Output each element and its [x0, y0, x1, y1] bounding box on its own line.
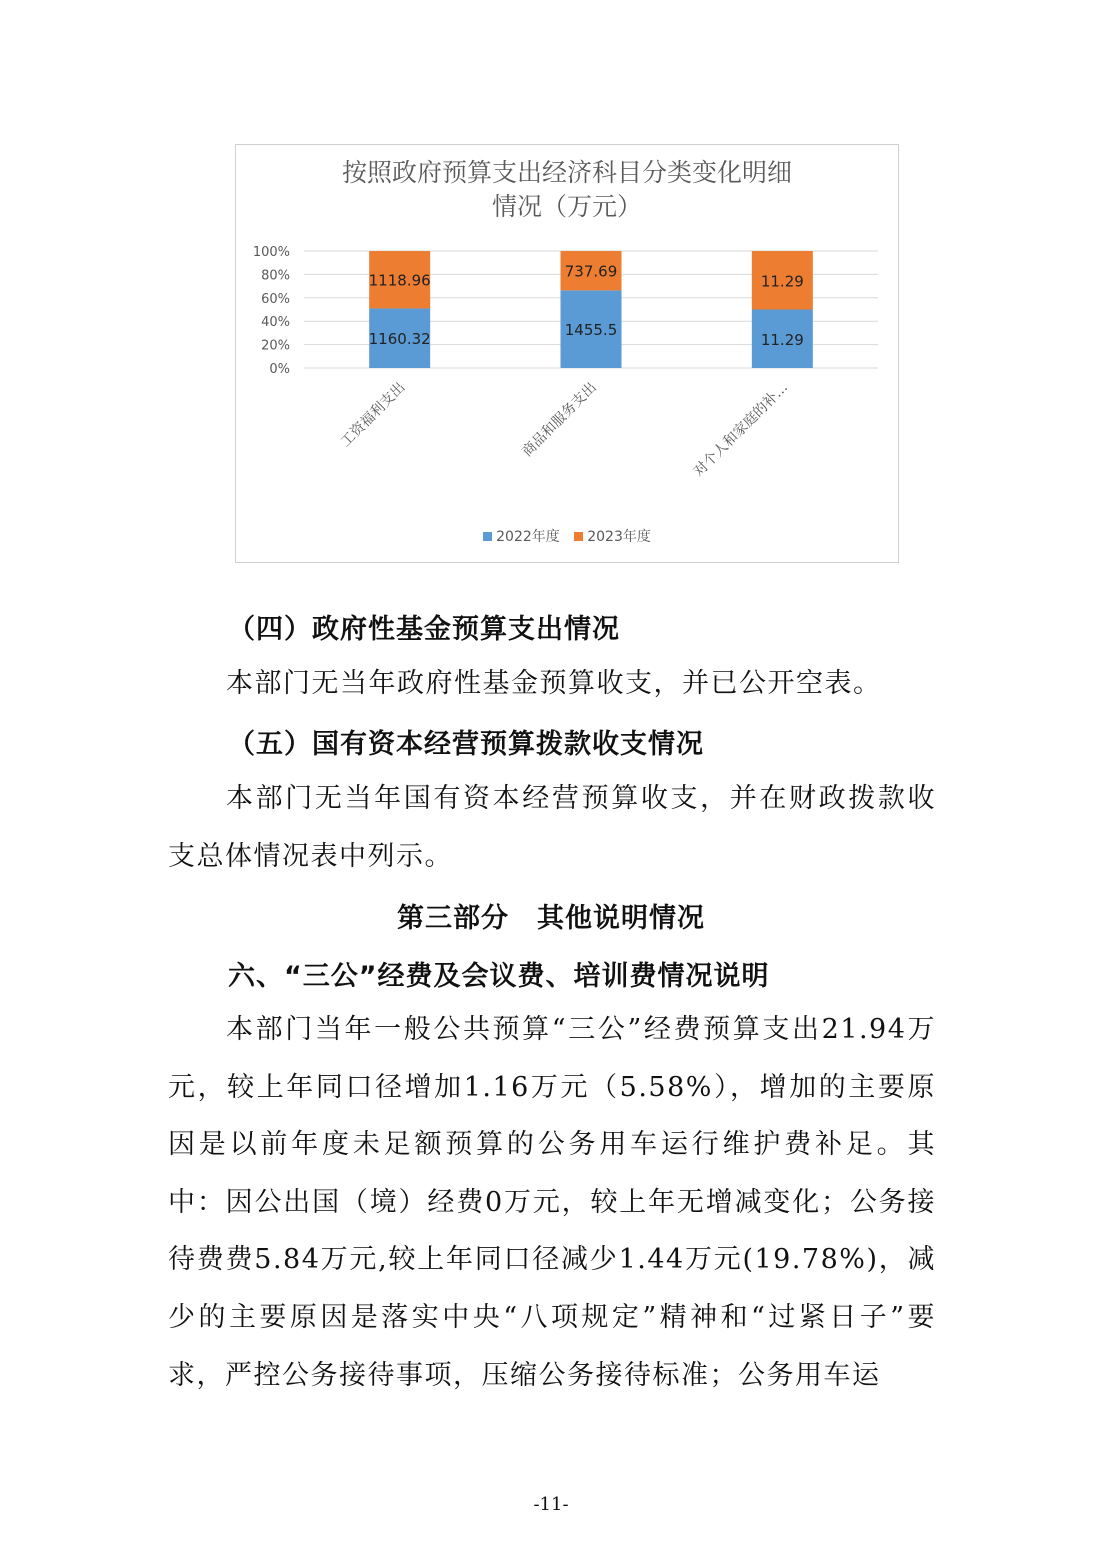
paragraph-5: 本部门无当年国有资本经营预算收支，并在财政拨款收支总体情况表中列示。: [168, 783, 936, 872]
legend-2022: [483, 526, 560, 546]
chart-title-line2: 情况（万元）: [491, 192, 642, 221]
x-tick-label: 商品和服务支出: [519, 379, 600, 461]
chart-plot: [236, 145, 898, 562]
legend-swatch-2023: [574, 532, 583, 541]
data-label: 11.29: [760, 330, 804, 349]
data-label: 1455.5: [564, 321, 618, 340]
legend-label-2023: 2023年度: [587, 529, 651, 545]
y-tick-label: 20%: [261, 338, 290, 354]
legend-label-2022: 2022年度: [496, 529, 560, 545]
paragraph-6: 本部门当年一般公共预算“三公”经费预算支出21.94万元，较上年同口径增加1.16万元（5.58%），增加的主要原因是以前年度未足额预算的公务用车运行维护费补足。其中：因公出国（境）经费0万元，较上年无增减变化；公务接待费费5.84万元,较上年同口径减少1.44万元(19.78%)，减少的主要原因是落实中央“八项规定”精神和“过紧日子”要求，严控公务接待事项，压缩公务接待标准；公务用车运: [168, 1014, 936, 1391]
y-tick-label: 80%: [261, 268, 290, 284]
part-three-title: 第三部分 其他说明情况: [397, 903, 705, 934]
legend-2023: [574, 526, 651, 546]
data-label: 11.29: [760, 272, 804, 291]
x-tick-label: 工资福利支出: [337, 379, 409, 451]
x-tick-label: 对个人和家庭的补…: [690, 379, 792, 480]
y-tick-label: 40%: [261, 315, 290, 331]
y-tick-label: 100%: [252, 245, 290, 260]
chart-title-line1: 按照政府预算支出经济科目分类变化明细: [341, 158, 792, 187]
section-heading-5: （五）国有资本经营预算拨款收支情况: [228, 729, 704, 760]
data-label: 1118.96: [368, 271, 431, 290]
y-tick-label: 60%: [261, 291, 290, 307]
data-label: 737.69: [564, 262, 618, 281]
paragraph-4: 本部门无当年政府性基金预算收支，并已公开空表。: [226, 668, 882, 699]
section-heading-6: 六、“三公”经费及会议费、培训费情况说明: [228, 961, 770, 992]
data-label: 1160.32: [368, 330, 431, 349]
legend-swatch-2022: [483, 532, 492, 541]
section-heading-4: （四）政府性基金预算支出情况: [228, 614, 620, 645]
budget-chart: [235, 144, 899, 563]
y-tick-label: 0%: [269, 362, 290, 377]
page-number: -11-: [533, 1494, 569, 1515]
chart-legend: [236, 526, 898, 546]
